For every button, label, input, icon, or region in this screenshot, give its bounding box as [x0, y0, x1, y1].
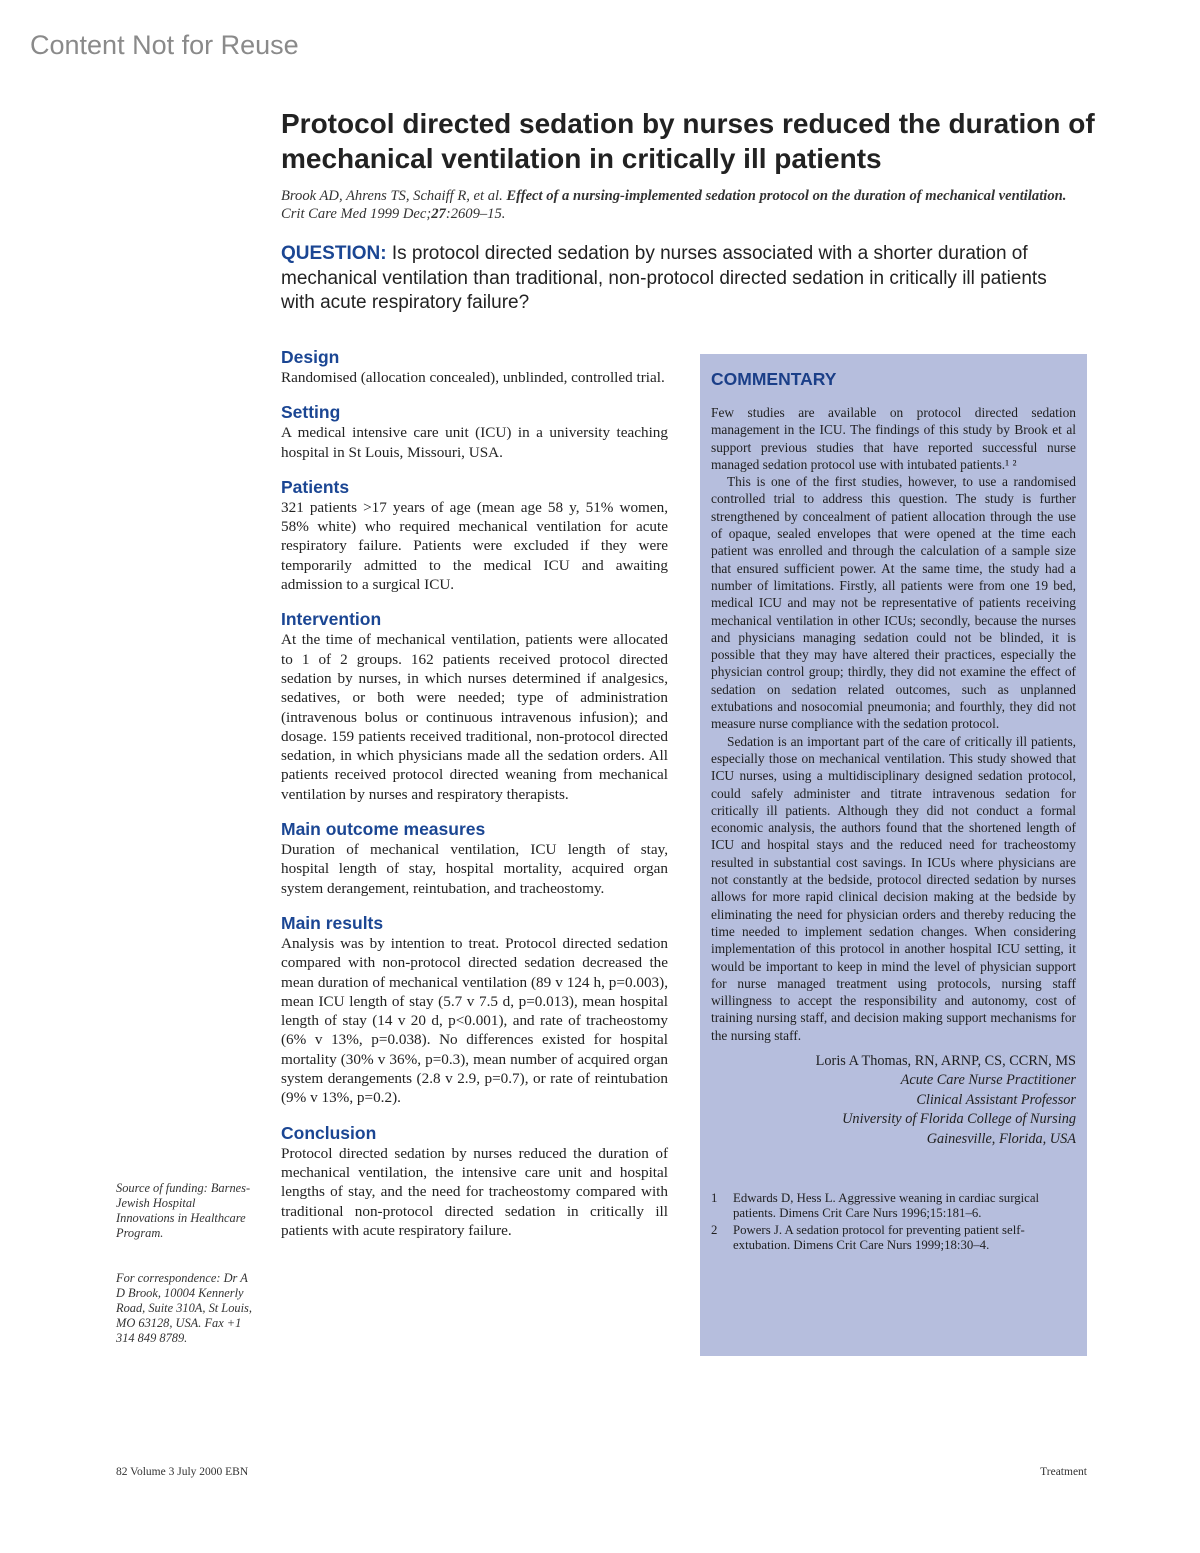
reference-text: Powers J. A sedation protocol for preventing patient self-extubation. Dimens Crit Care Nurs 1999;18:30–4.: [733, 1223, 1025, 1253]
citation-volume: 27: [431, 206, 446, 222]
footer-page-info: 82 Volume 3 July 2000 EBN: [116, 1466, 249, 1478]
commentary-heading: COMMENTARY: [711, 369, 837, 389]
signature-name: Loris A Thomas, RN, ARNP, CS, CCRN, MS: [815, 1052, 1076, 1069]
question-text: Is protocol directed sedation by nurses associated with a shorter duration of mechanical ventilation than traditional, non-protocol directed sedation in critically ill patients with acute respiratory failure?: [281, 243, 1047, 313]
section-text: A medical intensive care unit (ICU) in a university teaching hospital in St Louis, Missouri, USA.: [281, 424, 668, 461]
section-setting: [281, 401, 668, 462]
reference-number: 2: [711, 1223, 718, 1238]
section-text: Randomised (allocation concealed), unblinded, controlled trial.: [281, 369, 665, 386]
citation-authors: Brook AD, Ahrens TS, Schaiff R, et al.: [281, 188, 503, 204]
signature-line: University of Florida College of Nursing: [842, 1111, 1076, 1128]
section-text: Duration of mechanical ventilation, ICU length of stay, hospital length of stay, hospital mortality, acquired organ system derangement, reintubation, and tracheostomy.: [281, 841, 668, 897]
section-text: 321 patients >17 years of age (mean age 58 y, 51% women, 58% white) who required mechanical ventilation for acute respiratory failure. Patients were excluded if they were temporarily admitted to the medical ICU and awaiting admission to a surgical ICU.: [281, 498, 668, 594]
commentary-signature: [711, 1052, 1076, 1150]
citation: [281, 187, 1081, 223]
reference-text: Edwards D, Hess L. Aggressive weaning in cardiac surgical patients. Dimens Crit Care Nurs 1996;15:181–6.: [733, 1191, 1040, 1221]
signature-line: Clinical Assistant Professor: [916, 1091, 1076, 1108]
commentary-paragraph: Sedation is an important part of the care of critically ill patients, especially those on mechanical ventilation. This study showed that ICU nurses, using a multidisciplinary designed sedation protocol, could safely administer and titrate intravenous sedation for critically ill patients. Although they did not conduct a formal economic analysis, the authors found that the shortened length of ICU and hospital stays and the reduced need for tracheostomy resulted in substantial cost savings. In ICUs where physicians are not constantly at the bedside, protocol directed sedation by nurses allows for more rapid clinical decision making at the bedside by eliminating the need for physician orders and thereby reducing the time needed to implement sedation changes. When considering implementation of this protocol in another hospital ICU setting, it would be important to keep in mind the level of physician support for nurse managed treatment using protocols, nursing staff willingness to accept the responsibility and autonomy, cost of training nursing staff, and decision making support mechanisms for the nursing staff.: [711, 733, 1076, 1043]
citation-journal: Crit Care Med 1999 Dec;: [281, 206, 432, 222]
footer-section: Treatment: [1040, 1466, 1087, 1478]
reference-number: 1: [711, 1191, 718, 1206]
section-conclusion: [281, 1122, 668, 1240]
commentary-paragraph: This is one of the first studies, however, to use a randomised controlled trial to address this question. The study is further strengthened by concealment of patient allocation through the use of opaque, sealed envelopes that were opened at the time each patient was enrolled and through the calculation of a sample size that ensured sufficient power. At the same time, the study had a number of limitations. Firstly, all patients were from one 19 bed, medical ICU and may not be representative of patients receiving mechanical ventilation in other ICUs; secondly, because the nurses and physicians managing sedation could not be blinded, it is possible that they may have altered their practices, especially the physician control group; thirdly, they did not examine the effect of sedation on sedation related outcomes, such as unplanned extubations and nosocomial pneumonia; and fourthly, they did not measure nurse compliance with the sedation protocol.: [711, 474, 1076, 732]
question-label: QUESTION:: [281, 243, 387, 264]
commentary-box: [700, 354, 1087, 1356]
section-main-outcome-measures: [281, 818, 668, 898]
reference-item: [711, 1223, 1076, 1253]
section-heading: Patients: [281, 476, 350, 497]
section-text: At the time of mechanical ventilation, patients were allocated to 1 of 2 groups. 162 patients received protocol directed sedation by nurses, in which nurses determined if analgesics, sedatives, or both were needed; type of administration (intravenous bolus or continuous intravenous infusion); and dosage. 159 patients received traditional, non-protocol directed sedation, in which physicians made all the sedation orders. All patients received protocol directed weaning from mechanical ventilation by nurses and respiratory therapists.: [281, 631, 668, 803]
reference-list: [711, 1191, 1076, 1253]
citation-article-title: Effect of a nursing-implemented sedation protocol on the duration of mechanical ventilation.: [506, 188, 1067, 204]
section-heading: Main outcome measures: [281, 819, 486, 840]
section-heading: Setting: [281, 402, 341, 423]
question: [281, 242, 1081, 316]
article-title: Protocol directed sedation by nurses reduced the duration of mechanical ventilation in critically ill patients: [281, 108, 1095, 174]
signature-line: Acute Care Nurse Practitioner: [900, 1072, 1076, 1089]
signature-line: Gainesville, Florida, USA: [926, 1130, 1076, 1147]
reference-item: [711, 1191, 1076, 1221]
section-patients: [281, 476, 668, 594]
section-design: [281, 346, 668, 387]
correspondence-note: For correspondence: Dr A D Brook, 10004 Kennerly Road, Suite 310A, St Louis, MO 63128, USA. Fax +1 314 849 8789.: [116, 1271, 252, 1345]
section-heading: Conclusion: [281, 1122, 377, 1143]
section-text: Protocol directed sedation by nurses reduced the duration of mechanical ventilation, the intensive care unit and hospital lengths of stay, and the need for tracheostomy compared with traditional non-protocol directed sedation in critically ill patients with acute respiratory failure.: [281, 1144, 668, 1239]
section-heading: Intervention: [281, 609, 382, 630]
citation-pages: :2609–15.: [445, 206, 506, 222]
watermark: Content Not for Reuse: [30, 30, 299, 60]
section-heading: Main results: [281, 912, 384, 933]
commentary-paragraph: Few studies are available on protocol directed sedation management in the ICU. The findings of this study by Brook et al support previous studies that have reported successful nurse managed sedation protocol use with intubated patients.¹ ²: [711, 405, 1076, 472]
section-intervention: [281, 608, 668, 804]
section-text: Analysis was by intention to treat. Protocol directed sedation compared with non-protocol directed sedation decreased the mean duration of mechanical ventilation (89 v 124 h, p=0.003), mean ICU length of stay (5.7 v 7.5 d, p=0.013), mean hospital length of stay (14 v 20 d, p<0.001), and rate of tracheostomy (6% v 13%, p=0.038). No differences existed for hospital mortality (30% v 36%, p=0.3), mean number of acquired organ system derangements (2.8 v 2.9, p=0.7), or rate of reintubation (9% v 13%, p=0.2).: [281, 934, 668, 1107]
abstract-column: [281, 346, 668, 1254]
section-main-results: [281, 912, 668, 1108]
section-heading: Design: [281, 347, 340, 367]
funding-note: Source of funding: Barnes-Jewish Hospital Innovations in Healthcare Program.: [116, 1181, 251, 1240]
